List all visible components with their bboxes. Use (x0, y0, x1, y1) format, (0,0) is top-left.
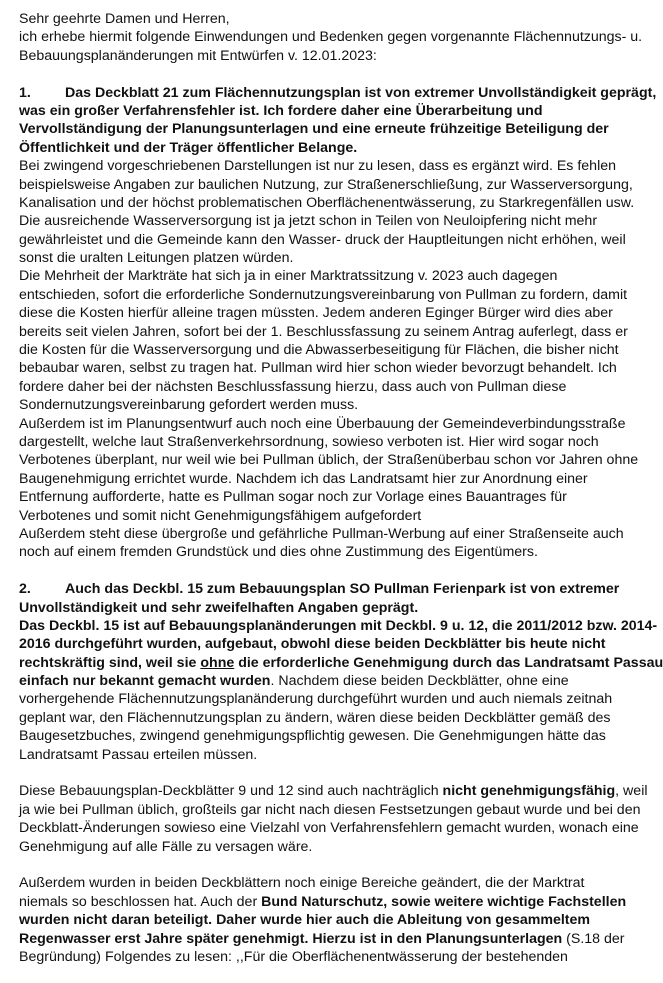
section1-body-line: Verbotenes überplant, nur weil wie bei Pullman üblich, der Straßenüberbau schon vor Jahren ohne (19, 452, 639, 469)
section1-body-line: Sondernutzungsvereinbarung gefordert werden muss. (19, 397, 359, 414)
section1-body-line: Außerdem steht diese übergroße und gefährliche Pullman-Werbung auf einer Straßenseite auch (19, 525, 624, 542)
section1-heading-line: was ein großer Verfahrensfehler ist. Ich fordere daher eine Überarbeitung und (19, 102, 543, 119)
section2-body-line: Das Deckbl. 15 ist auf Bebauungsplanänderungen mit Deckbl. 9 u. 12, die 2011/2012 bzw. 2014- (19, 617, 658, 634)
section1-body-line: Kanalisation und der höchst problematischen Oberflächenentwässerung, zu Starkregenfällen usw. (19, 194, 635, 211)
salutation: Sehr geehrte Damen und Herren, (19, 11, 230, 27)
section1-heading-line: Vervollständigung der Planungsunterlagen und eine erneute frühzeitige Beteiligung der (19, 121, 609, 138)
section1-body-line: Verbotenes und somit nicht Genehmigungsfähigem aufgefordert (19, 507, 422, 524)
section1-body-line: diese die Kosten hierfür alleine tragen müssten. Jedem anderen Eginger Bürger wird dies aber (19, 305, 613, 322)
section1-body-line: sonst die uralten Leitungen platzen würden. (19, 250, 294, 267)
section1-body-line: Die ausreichende Wasserversorgung ist ja jetzt schon in Teilen von Neuloipfering nicht mehr (19, 213, 598, 230)
intro-line: ich erhebe hiermit folgende Einwendungen und Bedenken gegen vorgenannte Flächennutzungs- u. (19, 29, 643, 46)
section1-body-line: Außerdem ist im Planungsentwurf auch noch eine Überbauung der Gemeindeverbindungsstraße (19, 415, 626, 432)
bold-run: Regenwasser erst Jahre später genehmigt. Hierzu ist in den Planungsunterlagen (19, 930, 563, 947)
bold-run: nicht genehmigungsfähig (442, 783, 616, 800)
section1-body-line: Baugenehmigung errichtet wurde. Nachdem ich das Landratsamt hier zur Anordnung einer (19, 470, 588, 487)
text-run: rechtskräftig sind, weil sie (19, 654, 201, 671)
section1-body-line: Bei zwingend vorgeschriebenen Darstellungen ist nur zu lesen, dass es ergänzt wird. Es fehlen (19, 158, 616, 175)
section1-body-line: Entfernung aufforderte, hatte es Pullman sogar noch zur Vorlage eines Bauantrages für (19, 489, 567, 506)
section1-body-line: noch auf einem fremden Grundstück und dies ohne Zustimmung des Eigentümers. (19, 544, 538, 561)
section2-body-line: vorhergehende Flächennutzungsplanänderung durchgeführt wurden und auch niemals zeitnah (19, 691, 613, 708)
bold-run: einfach nur bekannt gemacht wurden (19, 673, 271, 690)
section2-body-line: Außerdem wurden in beiden Deckblättern noch einige Bereiche geändert, die der Marktrat (19, 875, 585, 892)
section1-body-line: dargestellt, welche laut Straßenverkehrsordnung, sowieso verboten ist. Hier wird sogar noch (19, 433, 599, 450)
section2-heading-text: Auch das Deckbl. 15 zum Bebauungsplan SO Pullman Ferienpark ist von extremer (65, 581, 620, 598)
section2-body-line: Deckblatt-Änderungen sowieso eine Vielzahl von Verfahrensfehlern gemacht wurden, wonach eine (19, 820, 639, 837)
section1-heading-text: Das Deckblatt 21 zum Flächennutzungsplan ist von extremer Unvollständigkeit geprägt, (65, 84, 657, 101)
section1-body-line: fordere daher bei der nächsten Beschlussfassung hierzu, dass auch von Pullman diese (19, 378, 567, 395)
text-run: . Nachdem diese beiden Deckblätter, ohne eine (270, 673, 569, 690)
text-run: die erforderliche Genehmigung durch das Landratsamt Passau (234, 654, 663, 671)
section2-body-line (19, 782, 648, 800)
section2-body-line: geplant war, den Flächennutzungsplan zu ändern, wären diese beiden Deckblätter gemäß des (19, 709, 611, 726)
section2-body-line: ja wie bei Pullman üblich, großteils gar nicht nach diesen Festsetzungen gebaut wurde und bei den (19, 801, 641, 818)
section1-heading-line: Öffentlichkeit und der Träger öffentlicher Belange. (19, 139, 358, 156)
section1-heading (19, 84, 657, 102)
section1-body-line: die Kosten für die Wasserversorgung und die Abwasserbeseitigung für Flächen, die bisher nicht (19, 342, 619, 359)
section1-number: 1. (19, 84, 31, 101)
section2-body-line: Begründung) Folgendes zu lesen: ,,Für die Oberflächenentwässerung der bestehenden (19, 948, 568, 965)
text-run: Diese Bebauungsplan-Deckblätter 9 und 12 sind auch nachträglich (19, 783, 443, 800)
section2-body-line (19, 672, 643, 690)
underlined-word: ohne (200, 654, 235, 671)
section2-body-line: wurden nicht daran beteiligt. Daher wurde hier auch die Ableitung von gesammeltem (19, 912, 591, 929)
section2-number: 2. (19, 581, 31, 598)
section2-body-line: Landratsamt Passau erteilen müssen. (19, 746, 258, 763)
text-run: niemals so beschlossen hat. Auch der (19, 893, 262, 910)
text-run: (S.18 der (562, 930, 625, 947)
section2-body-line (19, 654, 663, 672)
section1-body-line: bereits seit vielen Jahren, sofort bei der 1. Beschlussfassung zu seinem Antrag auferlegt, dass er (19, 323, 628, 340)
section2-body-line: Genehmigung auf alle Fälle zu versagen wäre. (19, 838, 313, 855)
section2-heading-line: Unvollständigkeit und sehr zweifelhaften Angaben geprägt. (19, 599, 419, 616)
intro-line: Bebauungsplanänderungen mit Entwürfen v. 12.01.2023: (19, 47, 377, 64)
section2-body-line (19, 930, 643, 948)
section2-heading (19, 580, 643, 598)
section2-body-line (19, 893, 643, 911)
text-run: , weil (615, 783, 648, 800)
section1-body-line: entschieden, sofort die erforderliche Sondernutzungsvereinbarung von Pullman zu fordern, damit (19, 286, 628, 303)
bold-run: Bund Naturschutz, sowie weitere wichtige Fachstellen (261, 893, 627, 910)
section2-body-line: 2016 durchgeführt wurden, aufgebaut, obwohl diese beiden Deckblätter bis heute nicht (19, 636, 606, 653)
section2-body-line: Baugesetzbuches, zwingend genehmigungspflichtig gewesen. Die Genehmigungen hätte das (19, 728, 606, 745)
section1-body-line: gewährleistet und die Gemeinde kann den Wasser- druck der Hauptleitungen nicht erhöhen, weil (19, 231, 626, 248)
section1-body-line: bebaubar waren, selbst zu tragen hat. Pullman wird hier schon wieder bevorzugt behandelt. Ich (19, 360, 617, 377)
section1-body-line: beispielsweise Angaben zur baulichen Nutzung, zur Straßenerschließung, zur Wasserversorgung, (19, 176, 633, 193)
section1-body-line: Die Mehrheit der Markträte hat sich ja in einer Marktratssitzung v. 2023 auch dagegen (19, 268, 558, 285)
